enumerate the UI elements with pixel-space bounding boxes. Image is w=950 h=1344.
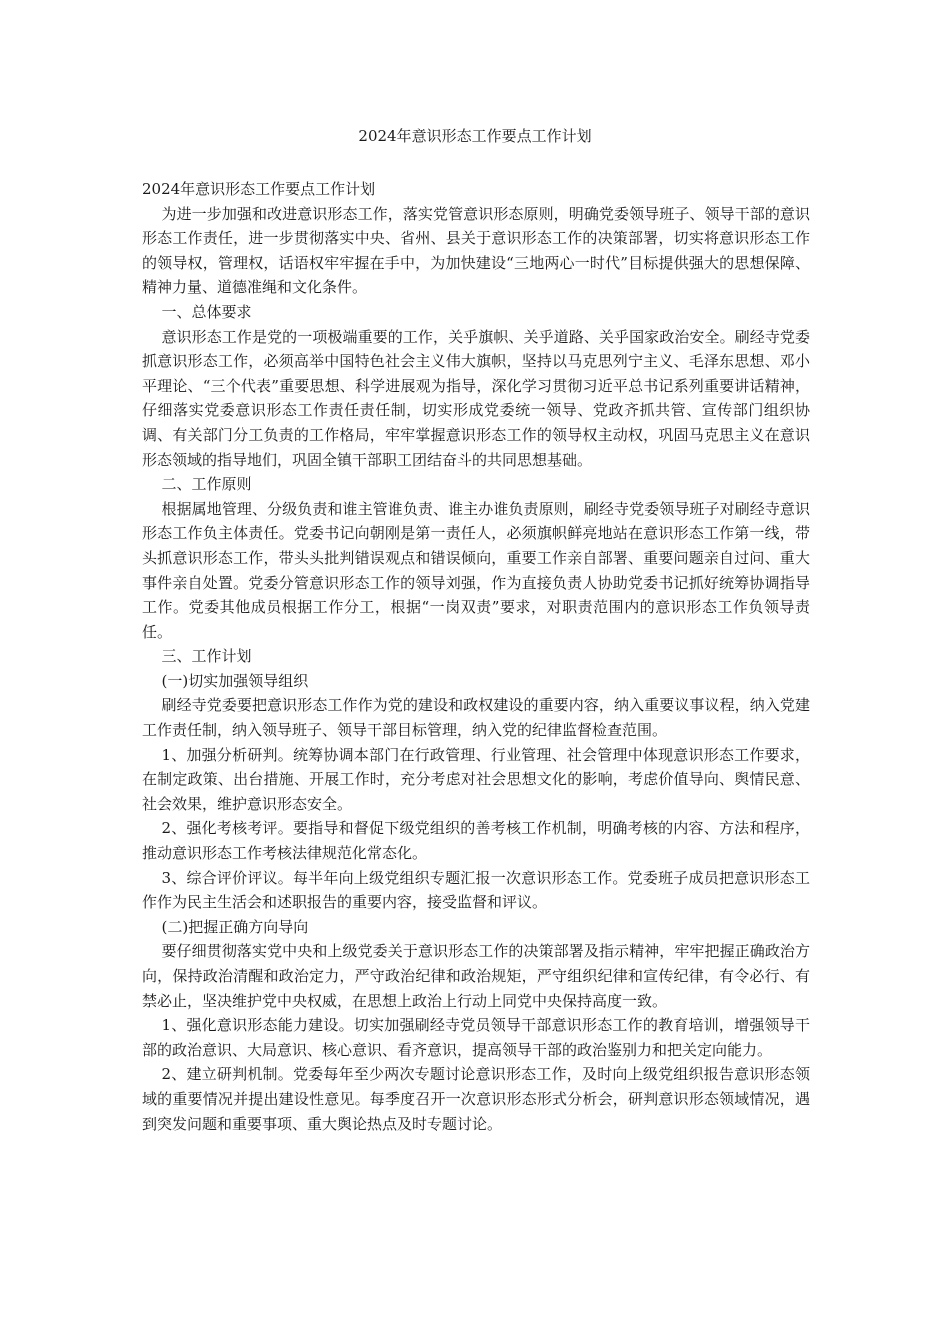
paragraph: 3、综合评价评议。每半年向上级党组织专题汇报一次意识形态工作。党委班子成员把意识形态工作作为民主生活会和述职报告的重要内容，接受监督和评议。 bbox=[142, 868, 810, 912]
paragraph: 根据属地管理、分级负责和谁主管谁负责、谁主办谁负责原则，刷经寺党委领导班子对刷经寺意识形态工作负主体责任。党委书记向朝刚是第一责任人，必须旗帜鲜亮地站在意识形态工作第一线，带头抓意识形态工作，带头头批判错误观点和错误倾向，重要工作亲自部署、重要问题亲自过问、重大事件亲自处置。党委分管意识形态工作的领导刘强，作为直接负责人协助党委书记抓好统筹协调指导工作。党委其他成员根据工作分工，根据“一岗双责”要求，对职责范围内的意识形态工作负领导责任。 bbox=[142, 499, 810, 641]
subsection-heading: (二)把握正确方向导向 bbox=[161, 917, 309, 936]
document-body bbox=[142, 177, 810, 1136]
section-heading: 一、总体要求 bbox=[161, 302, 252, 321]
paragraph: 刷经寺党委要把意识形态工作作为党的建设和政权建设的重要内容，纳入重要议事议程，纳入党建工作责任制，纳入领导班子、领导干部目标管理，纳入党的纪律监督检查范围。 bbox=[142, 696, 810, 740]
paragraph: 1、加强分析研判。统筹协调本部门在行政管理、行业管理、社会管理中体现意识形态工作要求，在制定政策、出台措施、开展工作时，充分考虑对社会思想文化的影响，考虑价值导向、舆情民意、社会效果，维护意识形态安全。 bbox=[142, 745, 810, 813]
section-heading: 二、工作原则 bbox=[161, 475, 252, 494]
paragraph: 1、强化意识形态能力建设。切实加强刷经寺党员领导干部意识形态工作的教育培训，增强领导干部的政治意识、大局意识、核心意识、看齐意识，提高领导干部的政治鉴别力和把关定向能力。 bbox=[142, 1016, 810, 1059]
section-heading: 三、工作计划 bbox=[161, 647, 252, 666]
document-subtitle: 2024年意识形态工作要点工作计划 bbox=[142, 180, 376, 198]
document-title: 2024年意识形态工作要点工作计划 bbox=[358, 127, 592, 145]
subsection-heading: (一)切实加强领导组织 bbox=[161, 671, 309, 690]
paragraph: 2、强化考核考评。要指导和督促下级党组织的善考核工作机制，明确考核的内容、方法和程序，推动意识形态工作考核法律规范化常态化。 bbox=[142, 819, 810, 863]
paragraph: 2、建立研判机制。党委每年至少两次专题讨论意识形态工作，及时向上级党组织报告意识形态领域的重要情况并提出建设性意见。每季度召开一次意识形态形式分析会，研判意识形态领域情况，遇到突发问题和重要事项、重大舆论热点及时专题讨论。 bbox=[142, 1065, 810, 1133]
paragraph: 意识形态工作是党的一项极端重要的工作，关乎旗帜、关乎道路、关乎国家政治安全。刷经寺党委抓意识形态工作，必须高举中国特色社会主义伟大旗帜，坚持以马克思列宁主义、毛泽东思想、邓小平理论、“三个代表”重要思想、科学进展观为指导，深化学习贯彻习近平总书记系列重要讲话精神，仔细落实党委意识形态工作责任责任制，切实形成党委统一领导、党政齐抓共管、宣传部门组织协调、有关部门分工负责的工作格局，牢牢掌握意识形态工作的领导权主动权，巩固马克思主义在意识形态领域的指导地们，巩固全镇干部职工团结奋斗的共同思想基础。 bbox=[142, 327, 810, 469]
paragraph: 为进一步加强和改进意识形态工作，落实党管意识形态原则，明确党委领导班子、领导干部的意识形态工作责任，进一步贯彻落实中央、省州、县关于意识形态工作的决策部署，切实将意识形态工作的领导权，管理权，话语权牢牢握在手中，为加快建设“三地两心一时代”目标提供强大的思想保障、精神力量、道德准绳和文化条件。 bbox=[142, 204, 810, 297]
paragraph: 要仔细贯彻落实党中央和上级党委关于意识形态工作的决策部署及指示精神，牢牢把握正确政治方向，保持政治清醒和政治定力，严守政治纪律和政治规矩，严守组织纪律和宣传纪律，有令必行、有禁必止，坚决维护党中央权威，在思想上政治上行动上同党中央保持高度一致。 bbox=[142, 942, 810, 1010]
